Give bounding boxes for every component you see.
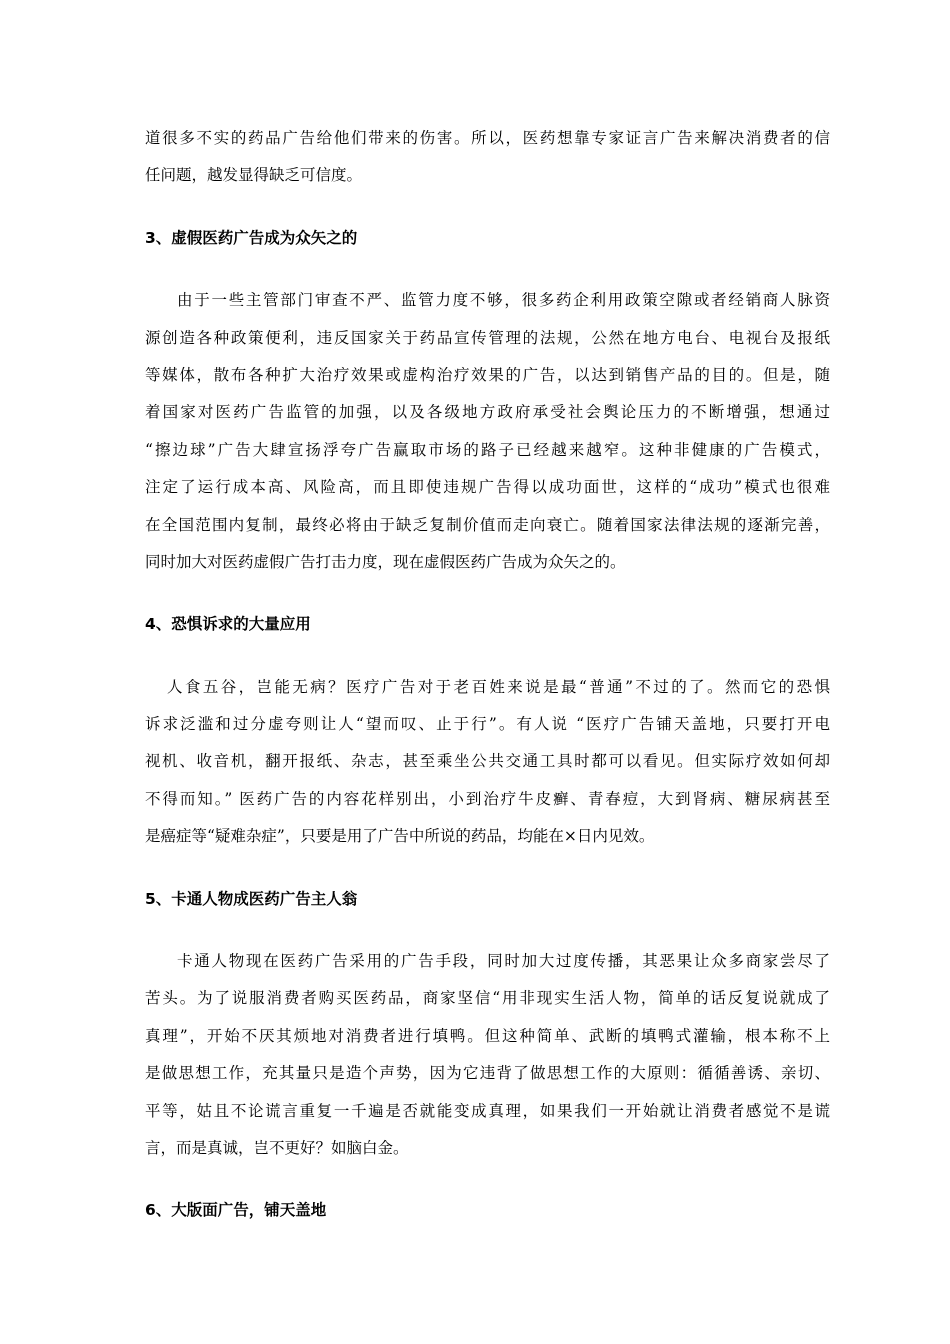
paragraph-section-3 bbox=[145, 282, 830, 581]
text-line: 任问题，越发显得缺乏可信度。 bbox=[145, 166, 363, 185]
text-line: 视机、收音机，翻开报纸、杂志，甚至乘坐公共交通工具时都可以看见。但实际疗效如何却 bbox=[145, 752, 830, 771]
text-line: 平等，姑且不论谎言重复一千遍是否就能变成真理，如果我们一开始就让消费者感觉不是谎 bbox=[145, 1101, 830, 1120]
text-line: 人食五谷，岂能无病？医疗广告对于老百姓来说是最“普通”不过的了。然而它的恐惧 bbox=[167, 677, 830, 696]
text-line: 同时加大对医药虚假广告打击力度，现在虚假医药广告成为众矢之的。 bbox=[145, 552, 626, 571]
text-line: 等媒体，散布各种扩大治疗效果或虚构治疗效果的广告，以达到销售产品的目的。但是，随 bbox=[145, 365, 830, 384]
text-line: 是癌症等“疑难杂症”，只要是用了广告中所说的药品，均能在×日内见效。 bbox=[145, 827, 655, 846]
text-line: “擦边球”广告大肆宣扬浮夸广告赢取市场的路子已经越来越窄。这种非健康的广告模式， bbox=[145, 440, 830, 459]
section-heading-6: 6、大版面广告，铺天盖地 bbox=[145, 1201, 327, 1220]
text-line: 着国家对医药广告监管的加强，以及各级地方政府承受社会舆论压力的不断增强，想通过 bbox=[145, 403, 830, 422]
section-heading-4: 4、恐惧诉求的大量应用 bbox=[145, 615, 311, 634]
text-line: 是做思想工作，充其量只是造个声势，因为它违背了做思想工作的大原则：循循善诱、亲切、 bbox=[145, 1064, 830, 1083]
text-line: 注定了运行成本高、风险高，而且即使违规广告得以成功面世，这样的“成功”模式也很难 bbox=[145, 478, 830, 497]
text-line: 卡通人物现在医药广告采用的广告手段，同时加大过度传播，其恶果让众多商家尝尽了 bbox=[177, 952, 830, 971]
text-line: 诉求泛滥和过分虚夸则让人“望而叹、止于行”。有人说 “医疗广告铺天盖地，只要打开电 bbox=[145, 715, 830, 734]
paragraph-section-4 bbox=[145, 669, 830, 856]
paragraph-section-5 bbox=[145, 943, 830, 1167]
text-line: 道很多不实的药品广告给他们带来的伤害。所以，医药想靠专家证言广告来解决消费者的信 bbox=[145, 129, 830, 147]
paragraph-continuation bbox=[145, 120, 830, 195]
text-line: 不得而知。” 医药广告的内容花样别出，小到治疗牛皮癣、青春痘，大到肾病、糖尿病甚至 bbox=[145, 789, 830, 808]
text-line: 苦头。为了说服消费者购买医药品，商家坚信“用非现实生活人物，简单的话反复说就成了 bbox=[145, 989, 830, 1008]
document-page bbox=[145, 120, 830, 1230]
text-line: 真理”，开始不厌其烦地对消费者进行填鸭。但这种简单、武断的填鸭式灌输，根本称不上 bbox=[145, 1026, 830, 1045]
text-line: 言，而是真诚，岂不更好？如脑白金。 bbox=[145, 1138, 409, 1157]
section-heading-5: 5、卡通人物成医药广告主人翁 bbox=[145, 889, 358, 908]
text-line: 在全国范围内复制，最终必将由于缺乏复制价值而走向衰亡。随着国家法律法规的逐渐完善， bbox=[145, 515, 830, 534]
text-line: 源创造各种政策便利，违反国家关于药品宣传管理的法规，公然在地方电台、电视台及报纸 bbox=[145, 328, 830, 347]
text-line: 由于一些主管部门审查不严、监管力度不够，很多药企利用政策空隙或者经销商人脉资 bbox=[177, 291, 830, 310]
section-heading-3: 3、虚假医药广告成为众矢之的 bbox=[145, 228, 358, 247]
